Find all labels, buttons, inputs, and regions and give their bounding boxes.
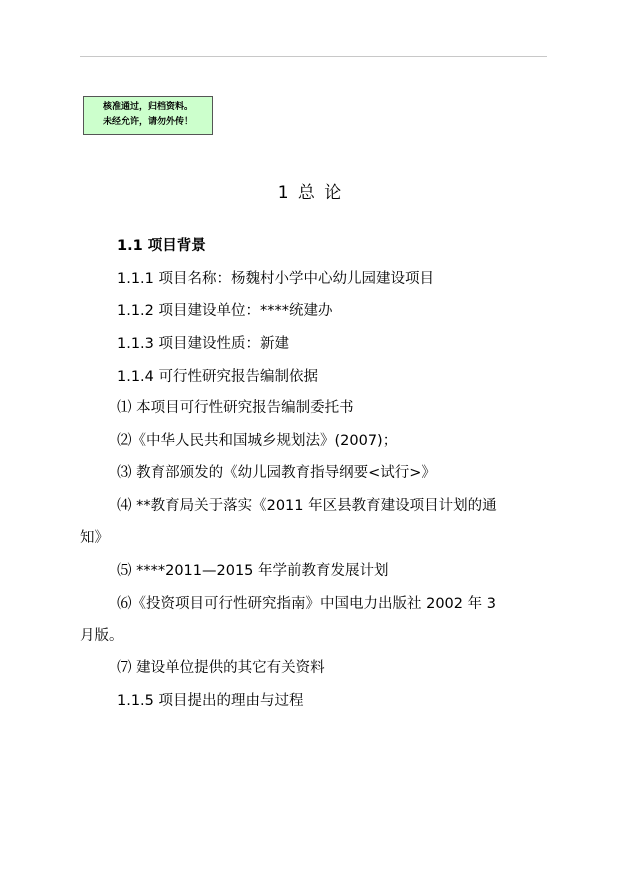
approval-stamp	[83, 96, 213, 135]
header-rule	[80, 56, 547, 57]
stamp-line-1: 核准通过，归档资料。	[102, 102, 193, 112]
list-item: ⑴ 本项目可行性研究报告编制委托书	[117, 400, 354, 416]
subsection-nature: 1.1.3 项目建设性质：新建	[117, 336, 290, 352]
list-item: ⑺ 建设单位提供的其它有关资料	[117, 660, 325, 676]
list-item-continuation: 知》	[80, 530, 109, 546]
list-item: ⑹《投资项目可行性研究指南》中国电力出版社 2002 年 3	[117, 596, 496, 612]
list-item: ⑶ 教育部颁发的《幼儿园教育指导纲要<试行>》	[117, 465, 436, 481]
subsection-reason: 1.1.5 项目提出的理由与过程	[117, 693, 304, 709]
chapter-title: 1 总 论	[277, 183, 344, 203]
list-item: ⑵《中华人民共和国城乡规划法》(2007)；	[117, 433, 398, 449]
subsection-builder: 1.1.2 项目建设单位：****统建办	[117, 303, 333, 319]
subsection-project-name: 1.1.1 项目名称：杨魏村小学中心幼儿园建设项目	[117, 271, 435, 287]
list-item: ⑷ **教育局关于落实《2011 年区县教育建设项目计划的通	[117, 498, 497, 514]
list-item-continuation: 月版。	[80, 628, 124, 644]
list-item: ⑸ ****2011—2015 年学前教育发展计划	[117, 563, 389, 579]
section-heading: 1.1 项目背景	[117, 238, 206, 254]
subsection-basis: 1.1.4 可行性研究报告编制依据	[117, 369, 319, 385]
stamp-line-2: 未经允许，请勿外传！	[102, 117, 193, 127]
